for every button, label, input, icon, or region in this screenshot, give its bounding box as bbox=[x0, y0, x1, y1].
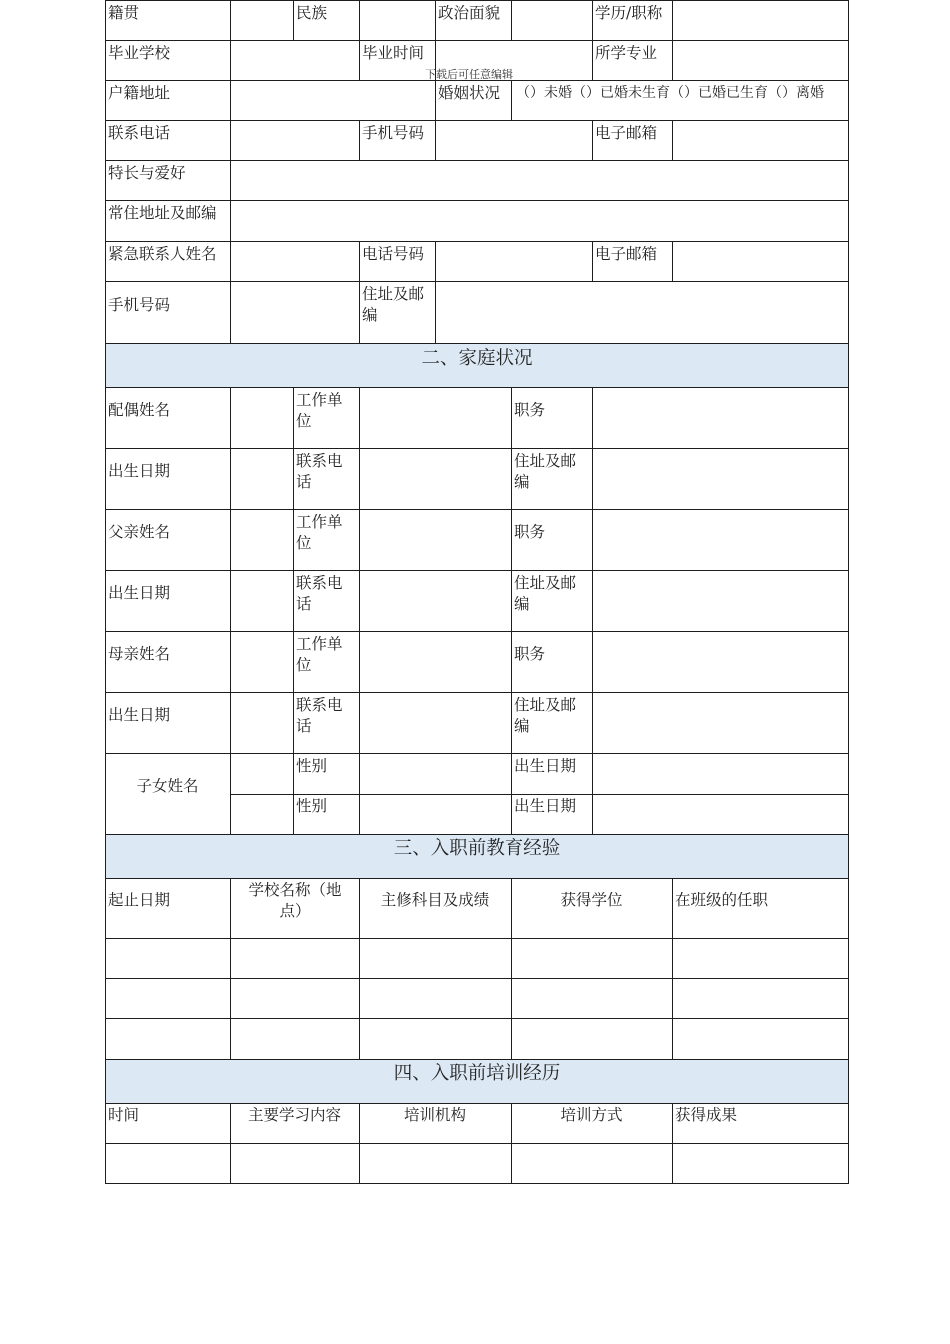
label-residence: 常住地址及邮编 bbox=[108, 204, 217, 222]
table-grid bbox=[105, 0, 850, 1185]
section-title-family: 二、家庭状况 bbox=[421, 348, 533, 369]
family-row-name-label: 出生日期 bbox=[108, 706, 171, 724]
training-header: 时间 bbox=[108, 1106, 140, 1124]
label-graduate-school: 毕业学校 bbox=[108, 44, 171, 62]
label-email-2: 电子邮箱 bbox=[595, 245, 658, 263]
label-child-gender: 性别 bbox=[296, 757, 328, 775]
training-header: 获得成果 bbox=[675, 1106, 738, 1124]
family-row-name-label: 出生日期 bbox=[108, 462, 171, 480]
label-address-postcode: 住址及邮编 bbox=[362, 285, 425, 324]
family-row-right-label: 职务 bbox=[514, 401, 546, 419]
label-major: 所学专业 bbox=[595, 44, 658, 62]
edu-header: 起止日期 bbox=[108, 891, 171, 909]
family-row-name-label: 母亲姓名 bbox=[108, 645, 171, 663]
label-child-gender: 性别 bbox=[296, 797, 328, 815]
label-political-status: 政治面貌 bbox=[438, 4, 501, 22]
family-row-right-label: 住址及邮编 bbox=[514, 574, 577, 613]
label-emergency-contact: 紧急联系人姓名 bbox=[108, 245, 217, 263]
family-row-mid-label: 联系电话 bbox=[296, 696, 343, 735]
family-row-name-label: 配偶姓名 bbox=[108, 401, 171, 419]
marital-options[interactable]: （）未婚（）已婚未生育（）已婚已生育（）离婚 bbox=[516, 85, 824, 101]
edu-header: 主修科目及成绩 bbox=[380, 891, 490, 909]
label-email: 电子邮箱 bbox=[595, 124, 658, 142]
family-row-right-label: 住址及邮编 bbox=[514, 452, 577, 491]
label-children-name: 子女姓名 bbox=[136, 777, 199, 795]
watermark-note: 下载后可任意编辑 bbox=[425, 68, 513, 81]
label-child-birth-date: 出生日期 bbox=[514, 797, 577, 815]
family-row-name-label: 父亲姓名 bbox=[108, 523, 171, 541]
section-title-training: 四、入职前培训经历 bbox=[393, 1063, 561, 1084]
edu-header: 获得学位 bbox=[560, 891, 623, 909]
section-title-education: 三、入职前教育经验 bbox=[393, 838, 561, 859]
family-row-mid-label: 工作单位 bbox=[296, 391, 343, 430]
edu-header: 在班级的任职 bbox=[675, 891, 769, 909]
label-phone: 联系电话 bbox=[108, 124, 171, 142]
training-header: 培训方式 bbox=[560, 1106, 623, 1124]
label-child-birth-date: 出生日期 bbox=[514, 757, 577, 775]
training-header: 主要学习内容 bbox=[247, 1106, 341, 1124]
label-mobile-2: 手机号码 bbox=[108, 296, 171, 314]
label-native-place: 籍贯 bbox=[108, 4, 140, 22]
family-row-right-label: 住址及邮编 bbox=[514, 696, 577, 735]
label-household-address: 户籍地址 bbox=[108, 84, 171, 102]
registration-form bbox=[105, 0, 849, 1184]
label-graduation-time: 毕业时间 bbox=[362, 44, 425, 62]
family-row-right-label: 职务 bbox=[514, 645, 546, 663]
label-specialties: 特长与爱好 bbox=[108, 164, 186, 182]
edu-header: 学校名称（地点） bbox=[248, 881, 342, 920]
label-mobile: 手机号码 bbox=[362, 124, 425, 142]
family-row-mid-label: 工作单位 bbox=[296, 635, 343, 674]
label-marital-status: 婚姻状况 bbox=[438, 84, 501, 102]
training-header: 培训机构 bbox=[403, 1106, 466, 1124]
label-education-title: 学历/职称 bbox=[595, 4, 663, 22]
family-row-mid-label: 联系电话 bbox=[296, 574, 343, 613]
family-row-right-label: 职务 bbox=[514, 523, 546, 541]
family-row-name-label: 出生日期 bbox=[108, 584, 171, 602]
family-row-mid-label: 联系电话 bbox=[296, 452, 343, 491]
label-ethnicity: 民族 bbox=[296, 4, 328, 22]
family-row-mid-label: 工作单位 bbox=[296, 513, 343, 552]
label-tel-number: 电话号码 bbox=[362, 245, 425, 263]
